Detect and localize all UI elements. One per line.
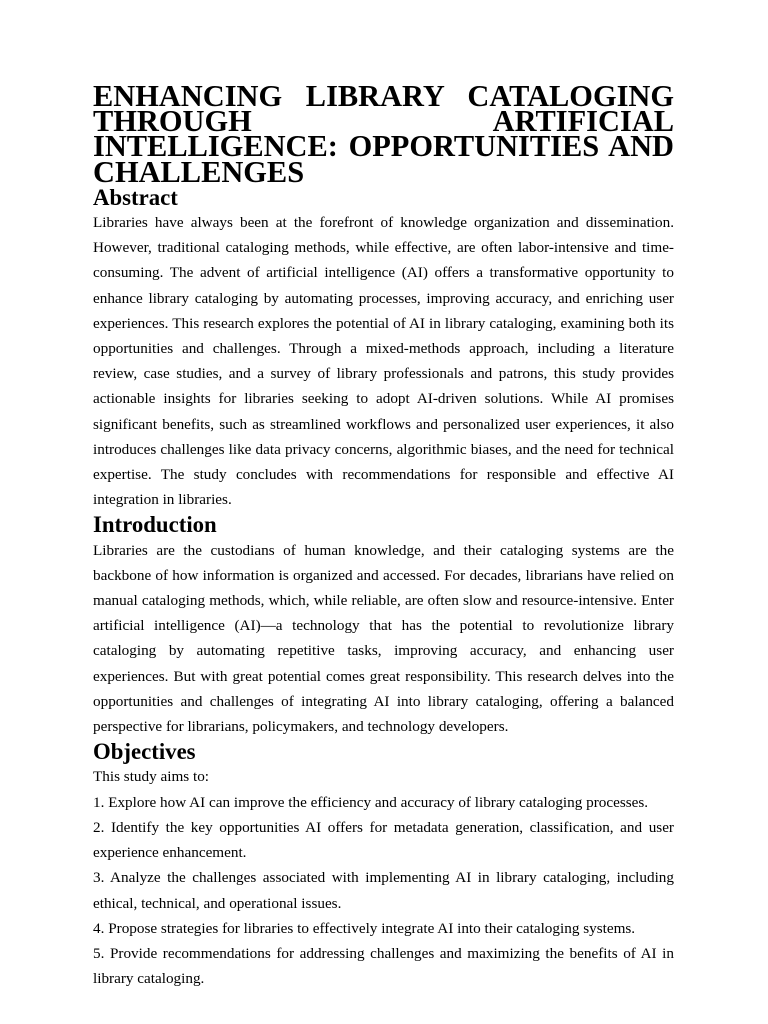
abstract-text: Libraries have always been at the forefront of knowledge organization and dissemination. However, traditional cataloging methods, while effective, are often labor-intensive and time-consuming. The advent of artificial intelligence (AI) offers a transformative opportunity to enhance library cataloging by automating processes, improving accuracy, and enriching user experiences. This research explores the potential of AI in library cataloging, examining both its opportunities and challenges. Through a mixed-methods approach, including a literature review, case studies, and a survey of library professionals and patrons, this study provides actionable insights for libraries seeking to adopt AI-driven solutions. While AI promises significant benefits, such as streamlined workflows and personalized user experiences, it also introduces challenges like data privacy concerns, algorithmic biases, and the need for technical expertise. The study concludes with recommendations for responsible and effective AI integration in libraries.: [93, 214, 674, 509]
objectives-section: [93, 739, 674, 991]
paper-title-line-1: ENHANCING LIBRARY CATALOGING THROUGH ARTIFICIAL: [93, 79, 674, 139]
abstract-heading: Abstract: [93, 184, 178, 210]
objective-item-3: 3. Analyze the challenges associated with implementing AI in library cataloging, including ethical, technical, and operational issues.: [93, 869, 674, 912]
introduction-text: Libraries are the custodians of human knowledge, and their cataloging systems are the backbone of how information is organized and accessed. For decades, librarians have relied on manual cataloging methods, which, while reliable, are often slow and resource-intensive. Enter artificial intelligence (AI)—a technology that has the potential to revolutionize library cataloging by automating repetitive tasks, improving accuracy, and enhancing user experiences. But with great potential comes great responsibility. This research delves into the opportunities and challenges of integrating AI into library cataloging, offering a balanced perspective for librarians, policymakers, and technology developers.: [93, 541, 674, 736]
objective-item-5: 5. Provide recommendations for addressing challenges and maximizing the benefits of AI in library cataloging.: [93, 944, 674, 988]
objective-item-1: 1. Explore how AI can improve the efficiency and accuracy of library cataloging processes.: [93, 793, 649, 811]
document-page: [93, 79, 674, 991]
paper-title: [93, 79, 674, 189]
objective-item-2: 2. Identify the key opportunities AI offers for metadata generation, classification, and user experience enhancement.: [93, 818, 674, 862]
introduction-section: [93, 512, 674, 739]
objective-item-4: 4. Propose strategies for libraries to effectively integrate AI into their cataloging systems.: [93, 919, 636, 937]
paper-title-line-2: INTELLIGENCE: OPPORTUNITIES AND CHALLENGES: [93, 129, 674, 189]
introduction-heading: Introduction: [93, 512, 217, 538]
objectives-intro: This study aims to:: [93, 768, 210, 786]
abstract-section: [93, 185, 674, 513]
objectives-heading: Objectives: [93, 739, 196, 765]
